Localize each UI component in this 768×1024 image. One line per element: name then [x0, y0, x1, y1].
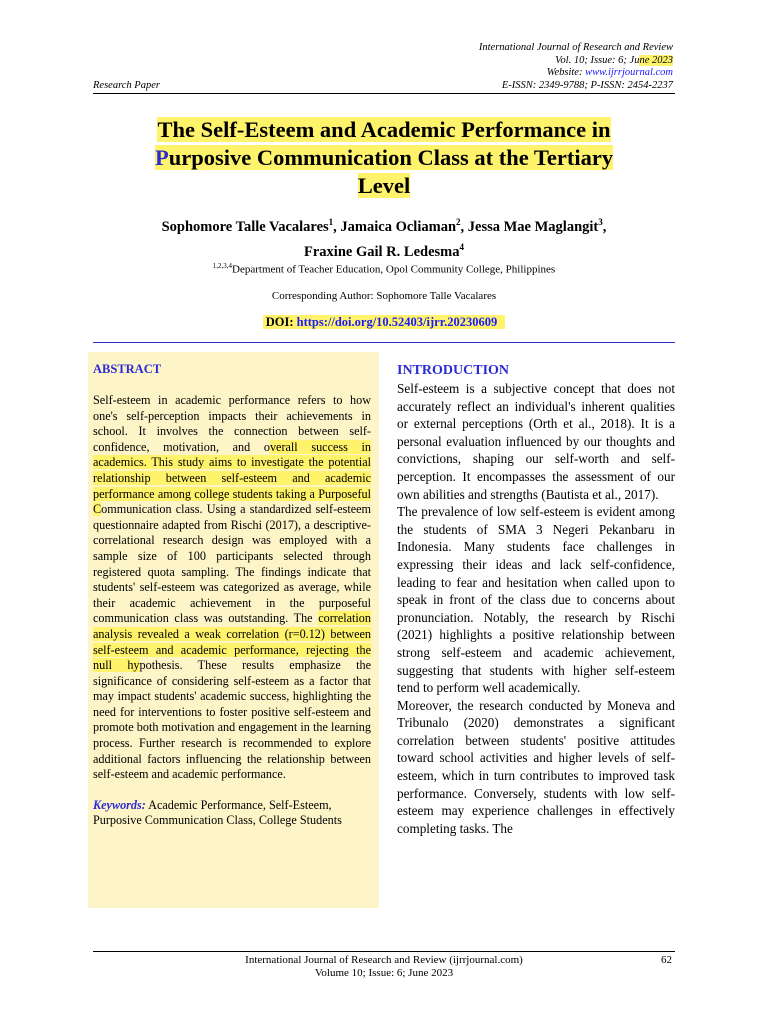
- footer-divider: [93, 951, 675, 952]
- abstract-heading: ABSTRACT: [93, 362, 162, 376]
- intro-paragraph: Self-esteem is a subjective concept that does not accurately reflect an individual's inherent qualities or external perceptions (Orth et al., 2018). It is a personal evaluation influenced by our thoughts and convictions, shaping our self-worth and self-perception. It encompasses the assessment of our own abilities and strengths (Bautista et al., 2017).: [397, 381, 675, 502]
- journal-header: [479, 42, 673, 92]
- page-footer: International Journal of Research and Review (ijrrjournal.com) Volume 10; Issue: 6; June 2023: [245, 954, 523, 979]
- introduction-section: [397, 362, 675, 837]
- author-list: Sophomore Talle Vacalares$^1$, Jamaica Ocliaman$^2$, Jessa Mae Maglangit$^3$, Fraxine Gail R. Ledesma$^4$: [161, 217, 607, 260]
- journal-name: International Journal of Research and Review: [478, 42, 673, 53]
- intro-paragraph: The prevalence of low self-esteem is evident among the students of SMA 3 Negeri Pekanbaru in Indonesia. Many students face challenges in expressing their ideas and lack self-confidence, leading to fear and hesitation when called upon to speak in front of the class due to concerns about pronunciation. Notably, the research by Rischi (2021) highlights a positive relationship between strong self-esteem and academic achievement, suggesting that students with higher self-esteem tend to perform well academically.: [397, 504, 675, 696]
- page-number: 62: [661, 954, 672, 966]
- affiliation: $^{1,2,3,4}$Department of Teacher Education, Opol Community College, Philippines: [212, 262, 556, 276]
- introduction-heading: INTRODUCTION: [397, 363, 510, 378]
- corresponding-author: Corresponding Author: Sophomore Talle Vacalares: [271, 290, 497, 302]
- doi-link[interactable]: https://doi.org/10.52403/ijrr.20230609: [296, 315, 498, 329]
- paper-type: Research Paper: [93, 80, 160, 91]
- abstract-text: Self-esteem in academic performance refers to how one's self-perception impacts their achievements in school. It involves the connection between self-confidence, motivation, and overall success in academics. This study aims to investigate the potential relationship between self-esteem and academic performance among college students taking a Purposeful Communication class. Using a standardized self-esteem questionnaire adapted from Rischi (2017), a descriptive-correlational research design was employed with a sample size of 100 participants selected through registered quota sampling. The findings indicate that students' self-esteem was categorized as average, while their academic achievement in the purposeful communication class was outstanding. The correlation analysis revealed a weak correlation (r=0.12) between self-esteem and academic performance, rejecting the null hypothesis. These results emphasize the significance of considering self-esteem as a factor that may impact students' academic success, highlighting the need for interventions to foster positive self-esteem and promote both motivation and engagement in the learning process. Further research is recommended to explore additional factors influencing the relationship between self-esteem and academic performance.: [93, 393, 371, 782]
- section-divider: [93, 342, 675, 343]
- journal-issn: E-ISSN: 2349-9788; P-ISSN: 2454-2237: [501, 79, 673, 91]
- header-divider: [93, 93, 675, 94]
- paper-title: The Self-Esteem and Academic Performance in Purposive Communication Class at the Tertiary Level: [154, 117, 614, 198]
- intro-paragraph: Moreover, the research conducted by Moneva and Tribunalo (2020) demonstrates a significant correlation between students' positive attitudes toward school activities and higher levels of self-esteem, which in turn contributes to improved task performance. Conversely, students with low self-esteem may experience challenges in effectively completing tasks. The: [397, 697, 675, 836]
- journal-website: Website: www.ijrrjournal.com: [546, 67, 673, 78]
- doi: DOI: https://doi.org/10.52403/ijrr.20230609: [93, 315, 675, 330]
- abstract-box: [88, 352, 379, 908]
- website-link[interactable]: www.ijrrjournal.com: [585, 67, 673, 78]
- keywords: Keywords: Academic Performance, Self-Esteem, Purposive Communication Class, College Students: [93, 797, 342, 828]
- journal-volume: Vol. 10; Issue: 6; June 2023: [555, 54, 673, 66]
